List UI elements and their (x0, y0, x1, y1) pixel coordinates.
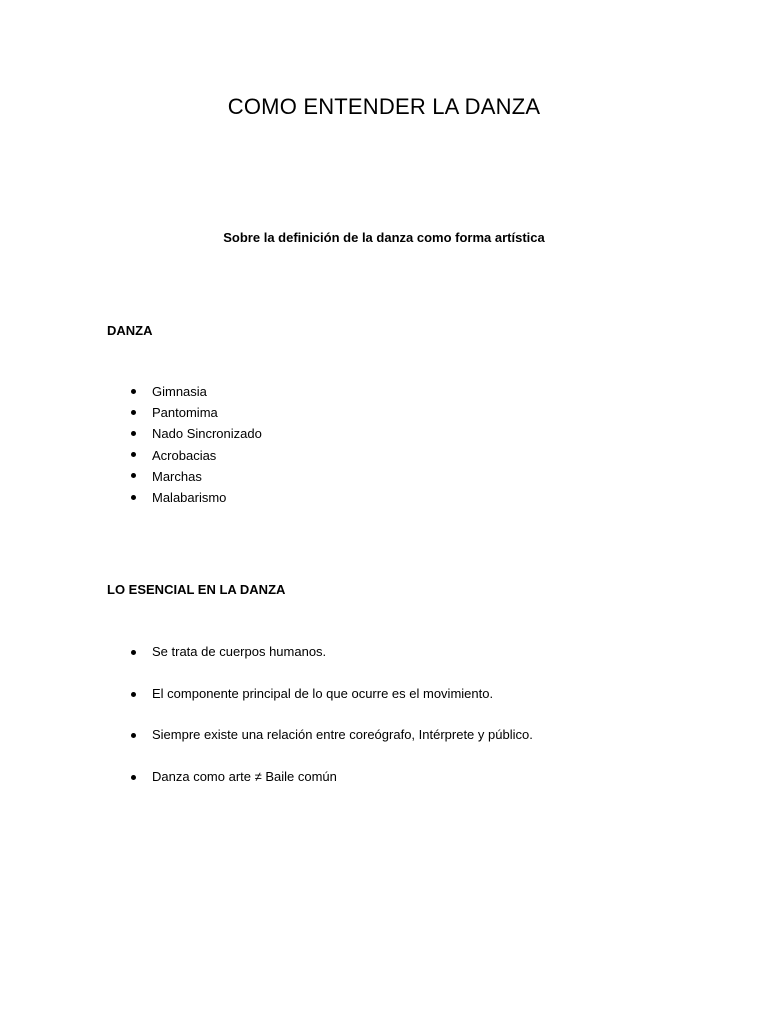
list-item: El componente principal de lo que ocurre es el movimiento. (107, 684, 533, 726)
list-item: Siempre existe una relación entre coreógrafo, Intérprete y público. (107, 725, 533, 767)
list-item: Marchas (107, 466, 262, 487)
list-item: Danza como arte ≠ Baile común (107, 767, 533, 809)
document-title: COMO ENTENDER LA DANZA (227, 94, 541, 119)
list-item: Pantomima (107, 402, 262, 423)
esencial-list (107, 642, 533, 808)
document-subtitle: Sobre la definición de la danza como forma artística (223, 230, 545, 245)
list-item: Gimnasia (107, 381, 262, 402)
list-item: Nado Sincronizado (107, 423, 262, 444)
list-item: Se trata de cuerpos humanos. (107, 642, 533, 684)
list-item: Malabarismo (107, 487, 262, 508)
section-heading-danza: DANZA (107, 323, 153, 338)
section-heading-esencial: LO ESENCIAL EN LA DANZA (107, 582, 286, 597)
list-item: Acrobacias (107, 445, 262, 466)
danza-list (107, 381, 262, 508)
